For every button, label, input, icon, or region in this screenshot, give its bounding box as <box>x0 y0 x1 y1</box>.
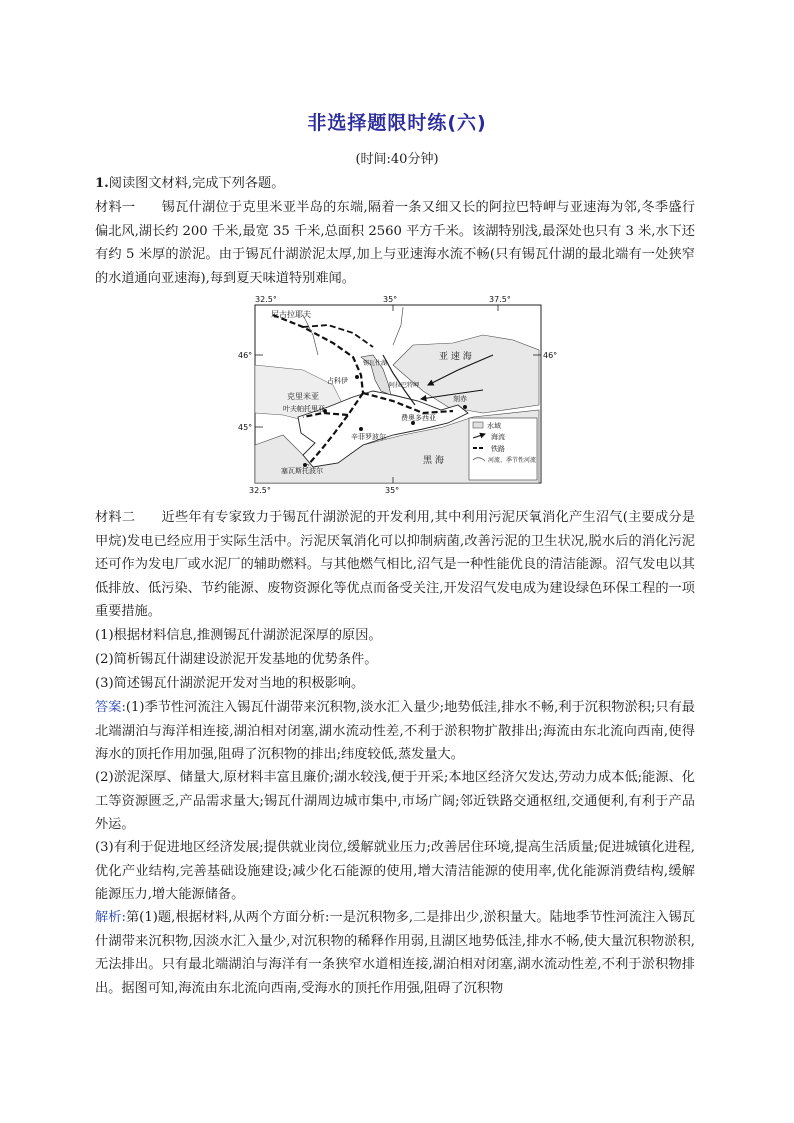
material-one-label: 材料一 <box>95 200 136 215</box>
answer-1 <box>95 696 695 767</box>
answer-3: (3)有利于促进地区经济发展;提供就业岗位,缓解就业压力;改善居住环境,提高生活质量;促进城镇化进程,优化产业结构,完善基础设施建设;减少化石能源的使用,增大清洁能源的使用率,优化能源消费结构,缓解能源压力,增大能源储备。 <box>95 840 695 903</box>
sub-question-1: (1)根据材料信息,推测锡瓦什湖淤泥深厚的原因。 <box>95 628 382 643</box>
question-number: 1. <box>95 176 109 191</box>
sub-question-2: (2)简析锡瓦什湖建设淤泥开发基地的优势条件。 <box>95 652 378 667</box>
lon-label-top-2: 35° <box>383 295 398 304</box>
question-intro <box>95 172 695 196</box>
arabat-spit-label: 阿拉巴特岬 <box>389 382 420 389</box>
lon-label-bottom-2: 35° <box>385 486 400 495</box>
time-limit: (时间:40分钟) <box>355 152 439 167</box>
legend-rail-label: 铁路 <box>491 445 505 453</box>
answer-1-text: (1)季节性河流注入锡瓦什湖带来沉积物,淡水汇入量少;地势低洼,排水不畅,利于沉积物淤积;只有最北端湖泊与海洋相连接,湖泊相对闭塞,湖水流动性差,不利于淤积物扩散排出;海流由东北流向西南,使得海水的顶托作用加强,阻碍了沉积物的排出;纬度较低,蒸发量大。 <box>95 700 695 763</box>
material-one-text: 锡瓦什湖位于克里米亚半岛的东端,隔着一条又细又长的阿拉巴特岬与亚速海为邻,冬季盛行偏北风,湖长约 200 千米,最宽 35 千米,总面积 2560 平方千米。该湖特别浅,最深处也只有 3 米,水下还有约 5 米厚的淤泥。由于锡瓦什湖淤泥太厚,加上与亚速海水流不畅(只有锡瓦什湖的最北端有一处狭窄的水道通向亚速海),每到夏天味道特别难闻。 <box>95 200 696 286</box>
city-label-nikolaev: 尼古拉耶夫 <box>271 310 311 319</box>
legend-river-label: 河流、季节性河流 <box>488 457 537 464</box>
city-label-simferopol: 辛菲罗波尔 <box>351 433 386 441</box>
material-two-text: 近些年有专家致力于锡瓦什湖淤泥的开发利用,其中利用污泥厌氧消化产生沼气(主要成分是甲烷)发电已经应用于实际生活中。污泥厌氧消化可以抑制病菌,改善污泥的卫生状况,脱水后的消化污泥还可作为发电厂或水泥厂的辅助燃料。与其他燃气相比,沼气是一种性能优良的清洁能源。沼气发电以其低排放、低污染、节约能源、废物资源化等优点而备受关注,开发沼气发电成为建设绿色环保工程的一项重要措施。 <box>95 510 696 620</box>
lon-label-top-3: 37.5° <box>489 295 511 304</box>
city-label-feodosia: 费奥多西亚 <box>401 414 436 422</box>
lon-label-top-1: 32.5° <box>255 295 277 304</box>
city-label-dzhankoy: 占科伊 <box>327 377 348 385</box>
answer-label: 答案: <box>95 700 126 715</box>
crimea-map <box>238 295 558 495</box>
lon-label-bottom-1: 32.5° <box>249 486 271 495</box>
city-label-sevastopol: 塞瓦斯托波尔 <box>281 467 323 475</box>
material-two <box>95 506 695 624</box>
legend-current-label: 海流 <box>491 433 505 441</box>
azov-sea-label: 亚 速 海 <box>439 352 472 362</box>
analysis <box>95 906 695 1000</box>
crimea-label: 克里米亚 <box>287 392 319 401</box>
answer-2: (2)淤泥深厚、储量大,原材料丰富且廉价;湖水较浅,便于开采;本地区经济欠发达,劳动力成本低;能源、化工等资源匮乏,产品需求量大;锡瓦什湖周边城市集中,市场广阔;邻近铁路交通枢纽,交通便利,有利于产品外运。 <box>95 770 695 833</box>
analysis-label: 解析: <box>95 910 126 925</box>
city-label-kerch: 刻赤 <box>453 395 467 403</box>
material-two-label: 材料二 <box>95 510 136 525</box>
material-one <box>95 196 695 290</box>
page-title: 非选择题限时练(六) <box>307 112 487 134</box>
lat-label-left-2: 45° <box>238 423 253 432</box>
lat-label-right: 46° <box>543 351 558 360</box>
black-sea-label: 黑 海 <box>423 456 444 466</box>
legend-water-label: 水域 <box>487 422 501 430</box>
sub-question-3: (3)简述锡瓦什湖淤泥开发对当地的积极影响。 <box>95 676 365 691</box>
analysis-text: 第(1)题,根据材料,从两个方面分析:一是沉积物多,二是排出少,淤积量大。陆地季节性河流注入锡瓦什湖带来沉积物,因淡水汇入量少,对沉积物的稀释作用弱,且湖区地势低洼,排水不畅,使大量沉积物淤积,无法排出。只有最北端湖泊与海洋有一条狭窄水道相连接,湖泊相对闭塞,湖水流动性差,不利于淤积物排出。据图可知,海流由东北流向西南,受海水的顶托作用强,阻碍了沉积物 <box>95 910 696 996</box>
city-label-yevpatoria: 叶夫帕托里亚 <box>283 405 325 413</box>
sivash-lake-label: 锡瓦什湖 <box>363 360 388 367</box>
question-intro-text: 阅读图文材料,完成下列各题。 <box>108 176 285 191</box>
lat-label-left-1: 46° <box>238 351 253 360</box>
